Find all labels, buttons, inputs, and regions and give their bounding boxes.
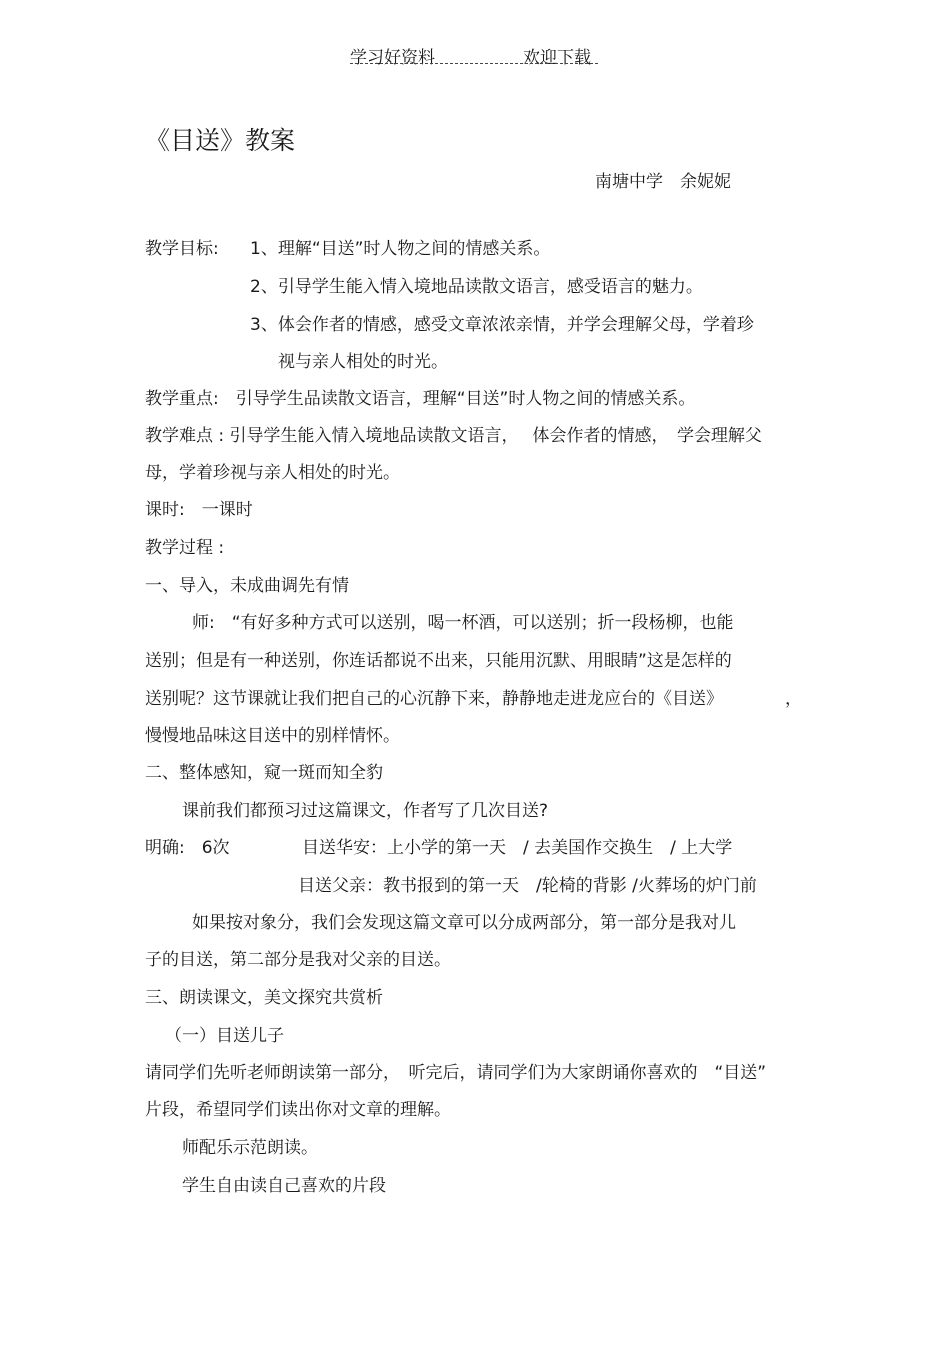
paragraph-3-line-1: 请同学们先听老师朗读第一部分， 听完后，请同学们为大家朗诵你喜欢的 “目送” bbox=[145, 1063, 767, 1083]
paragraph-1-line-2: 送别；但是有一种送别，你连话都说不出来，只能用沉默、用眼睛”这是怎样的 bbox=[145, 651, 732, 671]
goal-item-2: 2、引导学生能入情入境地品读散文语言，感受语言的魅力。 bbox=[250, 277, 703, 297]
section-heading-1: 一、导入，未成曲调先有情 bbox=[145, 576, 349, 596]
paragraph-1-line-3: 送别呢？这节课就让我们把自己的心沉静下来，静静地走进龙应台的《目送》 bbox=[145, 689, 723, 709]
difficulty-line-cont: 母，学着珍视与亲人相处的时光。 bbox=[145, 463, 400, 483]
author-line: 南塘中学 余妮妮 bbox=[595, 172, 731, 192]
goal-item-1: 1、理解“目送”时人物之间的情感关系。 bbox=[250, 239, 551, 259]
paragraph-4: 师配乐示范朗读。 bbox=[182, 1138, 318, 1158]
paragraph-5: 学生自由读自己喜欢的片段 bbox=[182, 1176, 386, 1196]
paragraph-1-line-1: 师: “有好多种方式可以送别，喝一杯酒，可以送别；折一段杨柳，也能 bbox=[192, 613, 734, 633]
paragraph-2-line-1: 如果按对象分，我们会发现这篇文章可以分成两部分，第一部分是我对儿 bbox=[192, 913, 736, 933]
question-line: 课前我们都预习过这篇课文，作者写了几次目送? bbox=[182, 801, 549, 821]
section-heading-2: 二、整体感知，窥一斑而知全豹 bbox=[145, 763, 383, 783]
section-heading-3: 三、朗读课文，美文探究共赏析 bbox=[145, 988, 383, 1008]
paragraph-1-comma: ， bbox=[785, 689, 802, 709]
period-line: 课时: 一课时 bbox=[145, 500, 253, 520]
answer-label: 明确: 6次 bbox=[145, 838, 230, 858]
answer-father: 目送父亲：教书报到的第一天 /轮椅的背影 /火葬场的炉门前 bbox=[298, 876, 757, 896]
goal-item-3: 3、体会作者的情感，感受文章浓浓亲情，并学会理解父母，学着珍 bbox=[250, 315, 754, 335]
paragraph-1-line-4: 慢慢地品味这目送中的别样情怀。 bbox=[145, 726, 400, 746]
document-title: 《目送》教案 bbox=[145, 126, 296, 155]
goal-label: 教学目标: bbox=[145, 239, 219, 259]
key-point-line: 教学重点: 引导学生品读散文语言，理解“目送”时人物之间的情感关系。 bbox=[145, 389, 696, 409]
difficulty-line: 教学难点 : 引导学生能入情入境地品读散文语言， 体会作者的情感， 学会理解父 bbox=[145, 426, 762, 446]
paragraph-3-line-2: 片段，希望同学们读出你对文章的理解。 bbox=[145, 1100, 451, 1120]
paragraph-2-line-2: 子的目送，第二部分是我对父亲的目送。 bbox=[145, 950, 451, 970]
header-dashed-underline bbox=[350, 63, 598, 64]
process-label: 教学过程 : bbox=[145, 538, 225, 558]
header-left-text: 学习好资料 bbox=[350, 48, 435, 68]
answer-son: 目送华安：上小学的第一天 / 去美国作交换生 / 上大学 bbox=[302, 838, 733, 858]
goal-item-3-cont: 视与亲人相处的时光。 bbox=[278, 352, 448, 372]
subsection-heading-1: （一）目送儿子 bbox=[165, 1026, 284, 1046]
header-right-text: 欢迎下载 bbox=[523, 48, 591, 68]
